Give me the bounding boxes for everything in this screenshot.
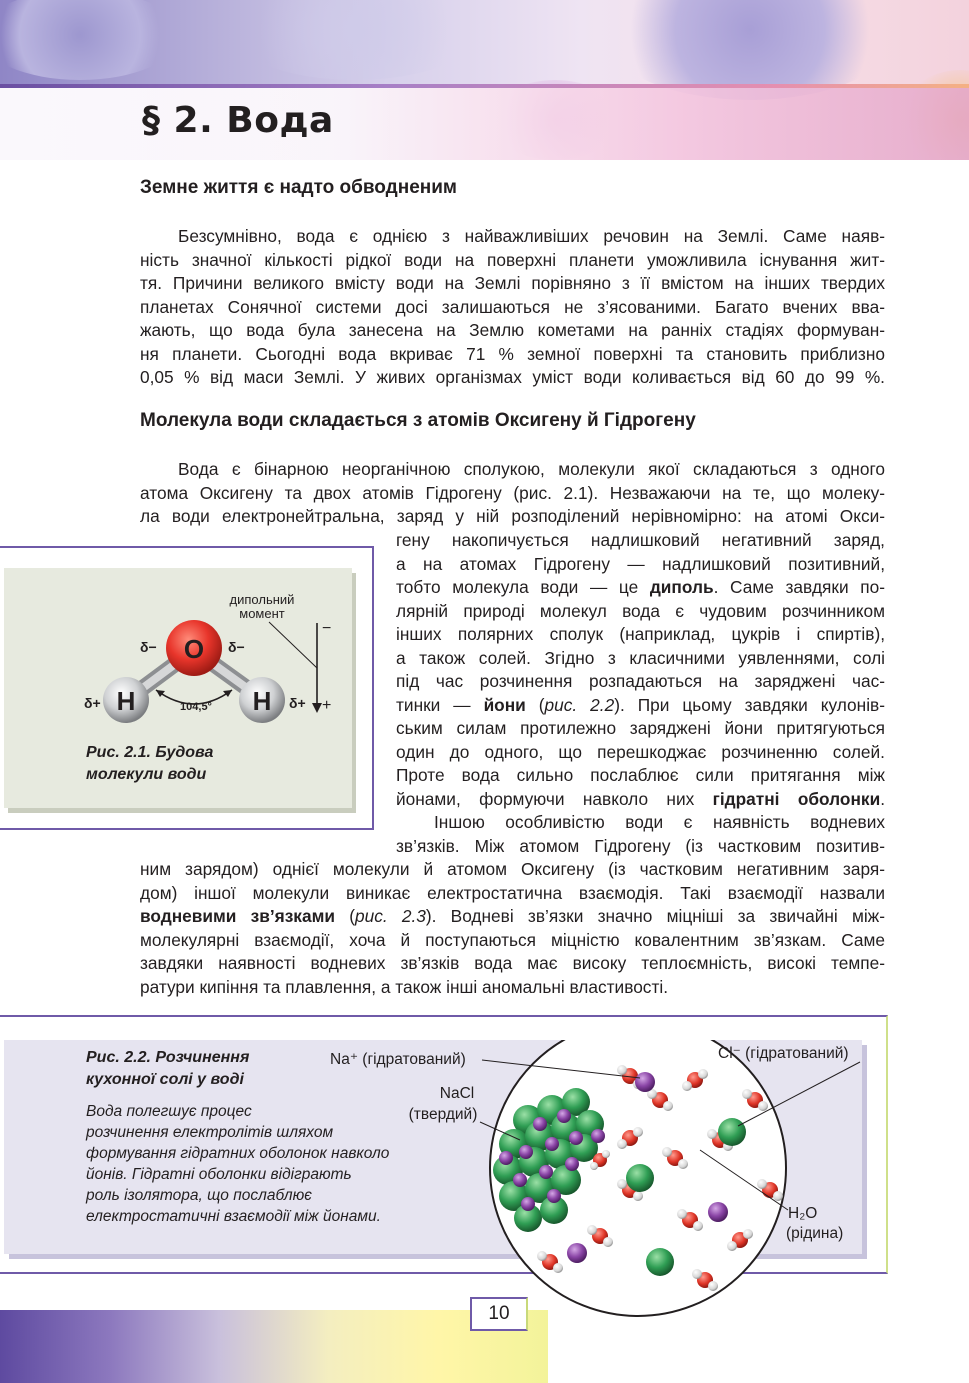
caption-line: молекули води: [86, 766, 207, 783]
description-line: роль ізолятора, що послаблює: [86, 1187, 312, 1204]
description-line: йонів. Гідратні оболонки відіграють: [86, 1166, 352, 1183]
paragraph-molecule-intro: [140, 458, 885, 529]
text-line: а також солей. Згідно з класичними уявленнями, солі: [396, 647, 885, 668]
label-cl-hydrated: Cl⁻ (гідратований): [718, 1045, 849, 1062]
caption-line: Рис. 2.2. Розчинення: [86, 1049, 250, 1066]
hydrogen-label-left: H: [116, 686, 136, 716]
oxygen-label: O: [183, 634, 205, 664]
text-line: Безсумнівно, вода є однією з найважливіших речовин на Землі. Саме наяв-: [178, 226, 885, 246]
text-line: 0,05 % від маси Землі. У живих організмах уміст води коливається від 60 до 99 %.: [140, 367, 885, 387]
term-ions: йони: [483, 694, 526, 715]
paragraph-hydrogen-bonds: [140, 858, 885, 999]
description-line: формування гідратних оболонок навколо: [86, 1145, 390, 1162]
term-dipole: диполь: [649, 577, 714, 597]
dipole-minus: −: [322, 620, 332, 637]
text-line: завдяки наявності водневих зв’язків вода має високу теплоємність, високі темпе-: [140, 953, 885, 973]
description-line: розчинення електролітів шляхом: [86, 1124, 334, 1141]
text-line: зв’язків. Між атомом Гідрогену (із частковим позитив-: [396, 835, 885, 856]
text-line: Іншою особливістю води є наявність водневих: [434, 812, 885, 832]
delta-plus-right: δ+: [289, 695, 306, 711]
dipole-label-line1: дипольний: [229, 592, 295, 607]
figure-2-2-title: [86, 1047, 249, 1091]
text-line: тя. Причини великого вмісту води на Землі порівняно з її вмістом на інших твердих: [140, 273, 885, 293]
text-line: ла води електронейтральна, заряд у ній розподілений нерівномірно: на атомі Окси-: [140, 506, 885, 526]
text-line: а на атомах Гідрогену — надлишковий позитивний,: [396, 553, 885, 574]
term-hydrogen-bonds: водневими зв’язками: [140, 906, 335, 926]
text-line: ність значної кількості рідкої води на поверхні планети уможливила існування жит-: [140, 249, 885, 270]
label-na-hydrated: Na⁺ (гідратований): [330, 1051, 466, 1068]
dipole-label-line2: момент: [239, 606, 285, 621]
text-line: жають, що вода була занесена на Землю кометами на ранніх стадіях формуван-: [140, 320, 885, 340]
label-nacl: NaCl: [439, 1085, 475, 1102]
text-line: атома Оксигену та двох атомів Гідрогену (рис. 2.1). Незважаючи на те, що молеку-: [140, 482, 885, 503]
delta-minus-right: δ−: [228, 639, 245, 655]
label-h2o-liquid: (рідина): [786, 1225, 844, 1242]
page-title: § 2. Вода: [142, 100, 334, 141]
term-hydration-shells: гідратні оболонки: [712, 788, 881, 809]
caption-line: кухонної солі у воді: [86, 1071, 244, 1088]
figure-2-1-caption: [86, 742, 213, 786]
delta-minus-left: δ−: [140, 639, 157, 655]
salt-dissolution-diagram: [300, 1040, 862, 1320]
text-line: ратури кипіння та плавлення, а також інші аномальні властивості.: [140, 976, 669, 997]
text-line: ня планети. Сьогодні вода вкриває 71 % земної поверхні та становить приблизно: [140, 343, 885, 364]
heading-earth-life: Земне життя є надто обводненим: [140, 177, 457, 198]
text-line: йонами, формуючи навколо них гідратні оболонки.: [396, 788, 886, 809]
text-line: ським силам протилежно заряджені йони притягуються: [396, 718, 885, 738]
footer-bar: [0, 1310, 548, 1383]
paragraph-dipole: [396, 529, 885, 858]
text-line: ним зарядом) однієї молекули й атомом Оксигену (із частковим негативним заря-: [140, 859, 885, 879]
heading-water-molecule: Молекула води складається з атомів Оксигену й Гідрогену: [140, 410, 696, 431]
dipole-plus: +: [322, 697, 332, 714]
text-line: водневими зв’язками (рис. 2.3). Водневі зв’язки значно міцніші за звичайні між-: [140, 906, 885, 926]
water-molecule-diagram: [4, 568, 352, 743]
label-nacl-solid: (твердий): [408, 1106, 478, 1123]
text-line: молекулярні взаємодії, хоча й поступаються міцністю ковалентним зв’язкам. Саме: [140, 929, 885, 950]
text-line: тинки — йони (рис. 2.2). При цьому завдяки кулонів-: [396, 694, 885, 715]
text-line: дом) іншої молекули виникає електростатична взаємодія. Такі взаємодії назвали: [140, 882, 885, 903]
text-line: Проте вода сильно послаблює сили притягання між: [396, 765, 885, 785]
text-line: інших полярних сполук (наприклад, цукрів і спиртів),: [396, 624, 885, 644]
hydrogen-label-right: H: [252, 686, 272, 716]
label-h2o: H₂O: [788, 1205, 818, 1222]
paragraph-water-on-earth: [140, 225, 885, 390]
text-line: лярній природі молекул вода є чудовим розчинником: [396, 600, 885, 621]
text-line: Вода є бінарною неорганічною сполукою, молекули якої складаються з одного: [178, 459, 885, 479]
caption-line: Рис. 2.1. Будова: [86, 744, 214, 761]
description-line: електростатичні взаємодії між йонами.: [86, 1208, 381, 1225]
text-line: гену накопичується надлишковий негативний заряд,: [396, 530, 885, 550]
delta-plus-left: δ+: [84, 695, 101, 711]
text-line: тобто молекула води — це диполь. Саме завдяки по-: [396, 577, 885, 597]
text-line: планетах Сонячної системи досі залишаються не з’ясованими. Багато вчених вва-: [140, 296, 885, 317]
description-line: Вода полегшує процес: [86, 1103, 252, 1120]
text-line: під час розчинення розпадаються на заряджені час-: [396, 671, 885, 691]
text-line: один до одного, що перешкоджає розчиненню солей.: [396, 741, 885, 762]
angle-label: 104,5°: [180, 701, 212, 713]
page-number: 10: [470, 1297, 528, 1331]
